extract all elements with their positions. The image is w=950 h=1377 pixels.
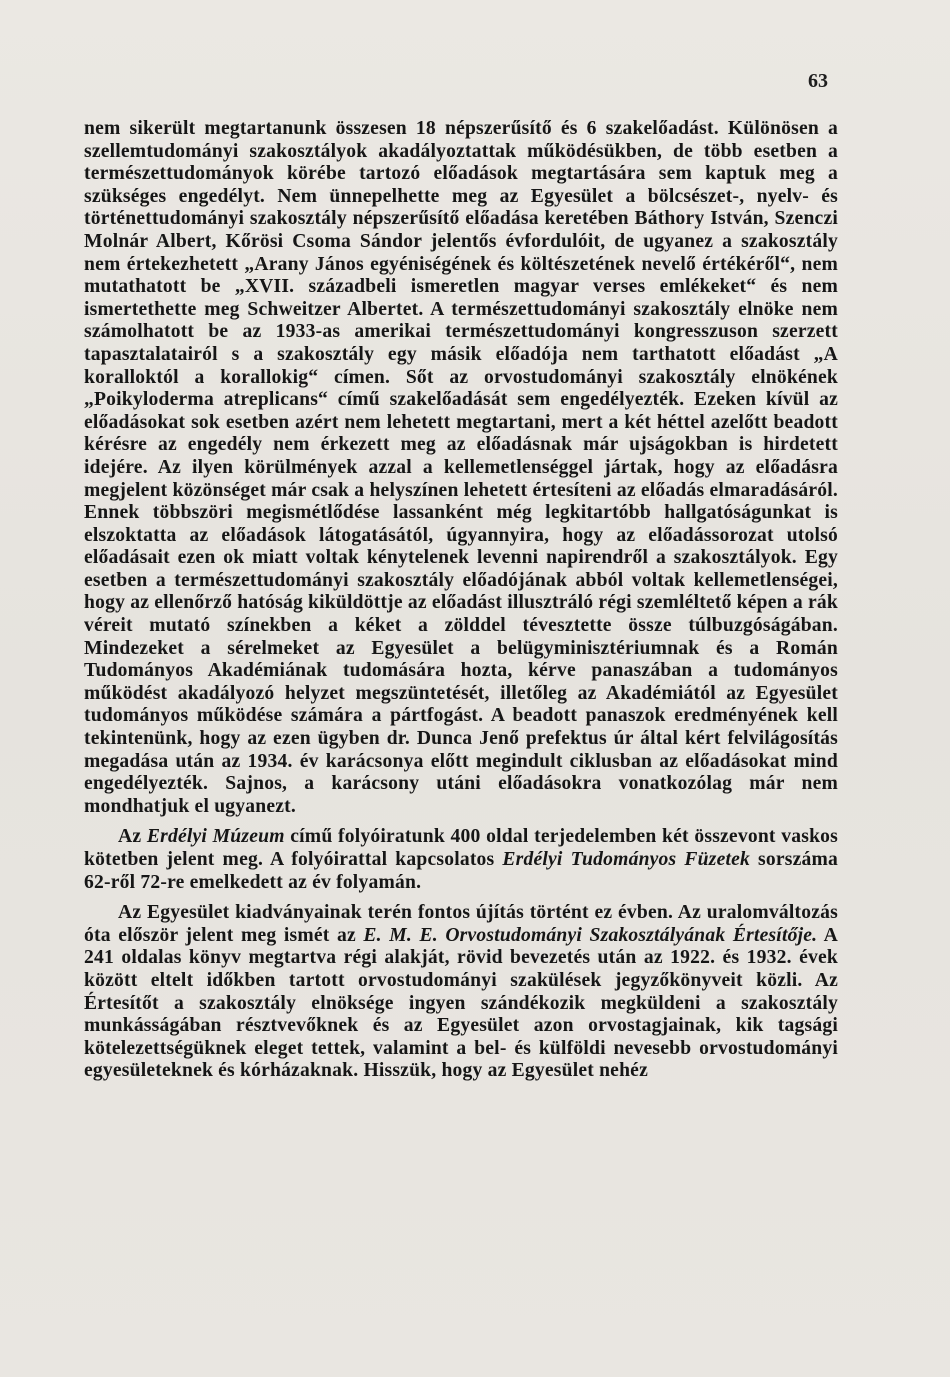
paragraph bbox=[84, 826, 838, 894]
text-run: sorszáma 62-ről 72-re emelkedett az év folyamán. bbox=[84, 849, 839, 893]
paragraph bbox=[84, 902, 838, 1083]
text-run: című folyóiratunk 400 oldal terjedelemben két összevont vaskos kötetben jelent meg. A folyóirattal kapcsolatos bbox=[84, 826, 838, 870]
italic-text: Erdélyi Múzeum bbox=[146, 826, 285, 848]
italic-text: Erdélyi Tudományos Füzetek bbox=[502, 849, 751, 870]
text-run: Az bbox=[118, 826, 147, 848]
text-run: Az Egyesület kiadványainak terén fontos újítás történt ez évben. Az uralomváltozás óta először jelent meg ismét az bbox=[84, 902, 838, 946]
text-run: nem sikerült megtartanunk összesen 18 népszerűsítő és 6 szakelőadást. Különösen a szellemtudományi szakosztályok akadályoztattak működésükben, de több esetben a természettudományok körébe tartozó előadások megtartására sem kaptuk meg a szükséges engedélyt. Nem ünnepelhette meg az Egyesület a bölcsészet-, nyelv- és történettudományi szakosztály népszerűsítő előadása keretében Báthory István, Szenczi Molnár Albert, Kőrösi Csoma Sándor jelentős évfordulóit, de ugyanez a szakosztály nem értekezhetett „Arany János egyéniségének és költészetének nevelő értékéről“, nem mutathatott be „XVII. századbeli ismeretlen magyar verses emlékeket“ és nem ismertethette meg Schweitzer Albertet. A természettudományi szakosztály elnöke nem számolhatott be az 1933-as amerikai természettudományi kongresszuson szerzett tapasztalatairól s a szakosztály egy másik előadója nem tarthatott előadást „A koralloktól a korallokig“ címen. Sőt az orvostudományi szakosztály elnökének „Poikyloderma atreplicans“ című szakelőadását sem engedélyezték. Ezeken kívül az előadásokat sok esetben azért nem lehetett megtartani, mert a két héttel azelőtt beadott kérésre az engedély nem érkezett meg az előadásnak már ujságokban is hirdetett idejére. Az ilyen körülmények azzal a kellemetlenséggel jártak, hogy az előadásra megjelent közönséget már csak a helyszínen lehetett értesíteni az előadás elmaradásáról. Ennek többszöri megismétlődése lassanként még legkitartóbb hallgatóságunkat is elszoktatta az előadások látogatásától, úgyannyira, hogy az előadássorozat utolsó előadásait ezen ok miatt voltak kénytelenek levenni napirendről a szakosztályok. Egy esetben a természettudományi szakosztály előadójának abból voltak kellemetlenségei, hogy az ellenőrző hatóság kiküldöttje az előadást illusztráló régi szemléltető képen a rák véreit mutató színekben a kéket a zölddel tévesztette össze túlbuzgóságában. Mindezeket a sérelmeket az Egyesület a belügyminisztériumnak és a Román Tudományos Akadémiának tudomására hozta, kérve panaszában a tudományos működést akadályozó helyzet megszüntetését, illetőleg az Akadémiától az Egyesület tudományos működése számára a pártfogást. A beadott panaszok eredményének kell tekintenünk, hogy az ezen ügyben dr. Dunca Jenő prefektus úr által kért felvilágosítás megadása után az 1934. év karácsonya előtt megindult ciklusban az előadásokat mind engedélyezték. Sajnos, a karácsony utáni előadásokra vonatkozólag már nem mondhatjuk el ugyanezt. bbox=[84, 118, 838, 817]
italic-text: E. M. E. Orvostudományi Szakosztályának Értesítője. bbox=[363, 924, 818, 946]
text-run: A 241 oldalas könyv megtartva régi alakját, rövid bevezetés után az 1922. és 1932. évek között eltelt időkben tartott orvostudományi szakülések jegyzőkönyveit közli. Az Értesítőt a szakosztály elnöksége ingyen szándékozik megküldeni a szakosztály munkásságában résztvevőknek és az Egyesület azon orvostagjainak, kik tagsági kötelezettségüknek eleget tettek, valamint a bel- és külföldi nevesebb orvostudományi egyesületeknek és kórházaknak. Hisszük, hogy az Egyesület nehéz bbox=[84, 924, 838, 1082]
page-number: 63 bbox=[808, 70, 828, 92]
paragraph bbox=[84, 118, 838, 818]
body-text bbox=[84, 118, 838, 1083]
